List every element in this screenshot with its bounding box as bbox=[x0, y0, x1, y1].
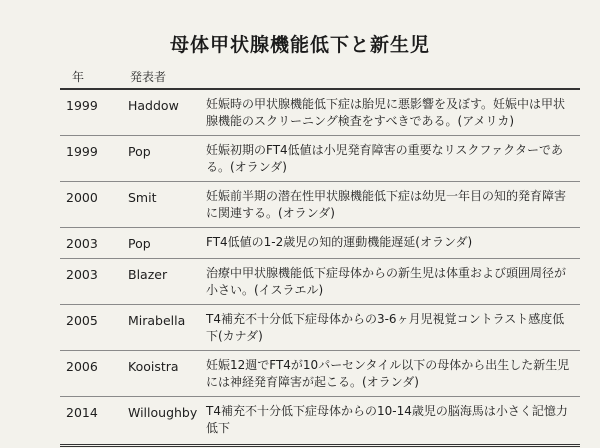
row-author: Willoughby bbox=[128, 405, 198, 420]
row-year: 2003 bbox=[66, 267, 98, 282]
row-year: 2003 bbox=[66, 236, 98, 251]
row-finding: FT4低値の1-2歳児の知的運動機能遅延(オランダ) bbox=[206, 235, 473, 249]
table-row bbox=[60, 228, 580, 259]
row-finding: T4補充不十分低下症母体からの3-6ヶ月児視覚コントラスト感度低下(カナダ) bbox=[206, 312, 565, 343]
table-row bbox=[60, 136, 580, 182]
table-row bbox=[60, 397, 580, 442]
row-author: Smit bbox=[128, 190, 157, 205]
header-year: 年 bbox=[72, 70, 85, 84]
row-author: Kooistra bbox=[128, 359, 179, 374]
row-finding: 治療中甲状腺機能低下症母体からの新生児は体重および頭囲周径が小さい。(イスラエル) bbox=[206, 266, 567, 297]
table-row bbox=[60, 90, 580, 136]
row-year: 2000 bbox=[66, 190, 98, 205]
table-body bbox=[60, 90, 580, 442]
row-finding: T4補充不十分低下症母体からの10-14歳児の脳海馬は小さく記憶力低下 bbox=[206, 404, 568, 435]
row-author: Pop bbox=[128, 144, 151, 159]
row-author: Blazer bbox=[128, 267, 168, 282]
header-author: 発表者 bbox=[130, 70, 167, 84]
row-finding: 妊娠前半期の潜在性甲状腺機能低下症は幼児一年目の知的発育障害に関連する。(オランダ) bbox=[206, 189, 567, 220]
row-author: Haddow bbox=[128, 98, 179, 113]
row-year: 2006 bbox=[66, 359, 98, 374]
table-row bbox=[60, 182, 580, 228]
row-finding: 妊娠12週でFT4が10パーセンタイル以下の母体から出生した新生児には神経発育障害が起こる。(オランダ) bbox=[206, 358, 570, 389]
row-author: Mirabella bbox=[128, 313, 186, 328]
page-title: 母体甲状腺機能低下と新生児 bbox=[169, 34, 430, 56]
row-finding: 妊娠初期のFT4低値は小児発育障害の重要なリスクファクターである。(オランダ) bbox=[206, 143, 563, 174]
row-author: Pop bbox=[128, 236, 151, 251]
study-table bbox=[60, 66, 580, 447]
row-year: 2005 bbox=[66, 313, 98, 328]
table-bottom-rule bbox=[60, 444, 580, 447]
table-row bbox=[60, 351, 580, 397]
row-year: 2014 bbox=[66, 405, 98, 420]
table-header bbox=[60, 66, 580, 86]
table-row bbox=[60, 259, 580, 305]
table-row bbox=[60, 305, 580, 351]
row-year: 1999 bbox=[66, 144, 98, 159]
row-finding: 妊娠時の甲状腺機能低下症は胎児に悪影響を及ぼす。妊娠中は甲状腺機能のスクリーニング検査をすべきである。(アメリカ) bbox=[206, 97, 566, 128]
row-year: 1999 bbox=[66, 98, 98, 113]
